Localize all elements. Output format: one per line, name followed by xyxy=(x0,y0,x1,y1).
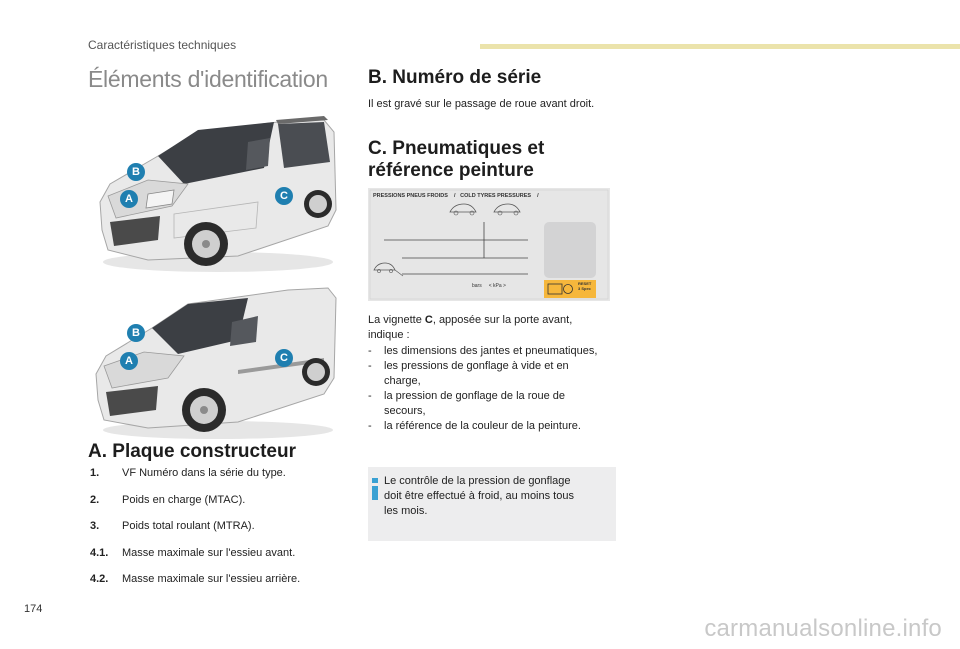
tyre-label-reset xyxy=(578,281,591,291)
section-a-title: A. Plaque constructeur xyxy=(88,441,296,462)
marker-c-top: C xyxy=(275,187,293,205)
plaque-item xyxy=(90,466,340,493)
section-c-intro-line2: indique : xyxy=(368,329,410,341)
info-text-l2: doit être effectué à froid, au moins tous xyxy=(384,490,574,502)
section-b-text: Il est gravé sur le passage de roue avant droit. xyxy=(368,98,595,110)
list-item xyxy=(368,344,618,359)
tyre-label-reset-l1: RESET xyxy=(578,281,592,286)
dash-marker: - xyxy=(368,360,372,372)
info-text xyxy=(384,474,604,519)
section-c-intro xyxy=(368,313,618,343)
dash-marker: - xyxy=(368,345,372,357)
plaque-item xyxy=(90,546,340,573)
plaque-item-text: Poids en charge (MTAC). xyxy=(122,493,246,506)
marker-a-bottom: A xyxy=(120,352,138,370)
info-box xyxy=(368,467,616,541)
plaque-item-text: Poids total roulant (MTRA). xyxy=(122,520,255,532)
section-b-title: B. Numéro de série xyxy=(368,67,542,88)
plaque-item-num: 2. xyxy=(90,493,100,506)
plaque-item-num: 3. xyxy=(90,520,100,532)
plaque-item-text: Masse maximale sur l'essieu arrière. xyxy=(122,573,301,585)
page-number: 174 xyxy=(24,603,43,615)
plaque-item xyxy=(90,572,340,599)
plaque-item xyxy=(90,493,340,520)
marker-b-top: B xyxy=(127,163,145,181)
section-c-list xyxy=(368,344,618,434)
tyre-label-header-fr: PRESSIONS PNEUS FROIDS xyxy=(373,193,448,199)
plaque-item-num: 1. xyxy=(90,467,100,479)
list-item xyxy=(368,389,618,419)
info-text-l3: les mois. xyxy=(384,505,428,517)
tyre-label-sep-2: / xyxy=(537,193,539,199)
tyre-label-units-kpa: < kPa > xyxy=(488,283,506,289)
list-item-l1: la pression de gonflage de la roue de xyxy=(384,390,566,402)
watermark: carmanualsonline.info xyxy=(704,615,942,642)
section-c-intro-bold: C xyxy=(424,314,433,326)
running-header: Caractéristiques techniques xyxy=(88,38,237,52)
list-item-l1: les dimensions des jantes et pneumatiques, xyxy=(384,345,598,357)
tyre-label-header-en: COLD TYRES PRESSURES xyxy=(460,193,532,199)
section-c-title-line2: référence peinture xyxy=(368,160,534,181)
tyre-label-reset-l2: 3 Spec xyxy=(578,286,591,291)
list-item-l1: la référence de la couleur de la peinture. xyxy=(384,420,581,432)
header-rule xyxy=(480,44,960,49)
section-c-title-line1: C. Pneumatiques et xyxy=(368,138,545,159)
plaque-item-num: 4.1. xyxy=(90,546,109,559)
plaque-item-text: Masse maximale sur l'essieu avant. xyxy=(122,546,296,559)
plaque-item xyxy=(90,519,340,546)
list-item-l2: secours, xyxy=(384,405,426,417)
marker-c-bottom: C xyxy=(275,349,293,367)
info-icon xyxy=(372,478,378,500)
plaque-item-text: VF Numéro dans la série du type. xyxy=(122,467,286,479)
list-item xyxy=(368,359,618,389)
page-title: Éléments d'identification xyxy=(88,66,328,92)
tyre-label-units-bars: bars xyxy=(472,283,482,289)
list-item-l1: les pressions de gonflage à vide et en xyxy=(384,360,569,372)
tyre-label-units xyxy=(472,283,506,289)
section-c-intro-post: , apposée sur la porte avant, xyxy=(432,314,573,326)
dash-marker: - xyxy=(368,420,372,432)
list-item xyxy=(368,419,618,434)
section-c-title xyxy=(368,138,544,182)
list-item-l2: charge, xyxy=(384,375,421,387)
tyre-pressure-label xyxy=(368,188,610,301)
tyre-label-sep: / xyxy=(454,193,456,199)
plaque-list xyxy=(90,466,340,599)
marker-a-top: A xyxy=(120,190,138,208)
plaque-item-num: 4.2. xyxy=(90,573,109,585)
info-text-l1: Le contrôle de la pression de gonflage xyxy=(384,475,571,487)
dash-marker: - xyxy=(368,390,372,402)
marker-b-bottom: B xyxy=(127,324,145,342)
section-c-intro-pre: La vignette xyxy=(368,314,425,326)
